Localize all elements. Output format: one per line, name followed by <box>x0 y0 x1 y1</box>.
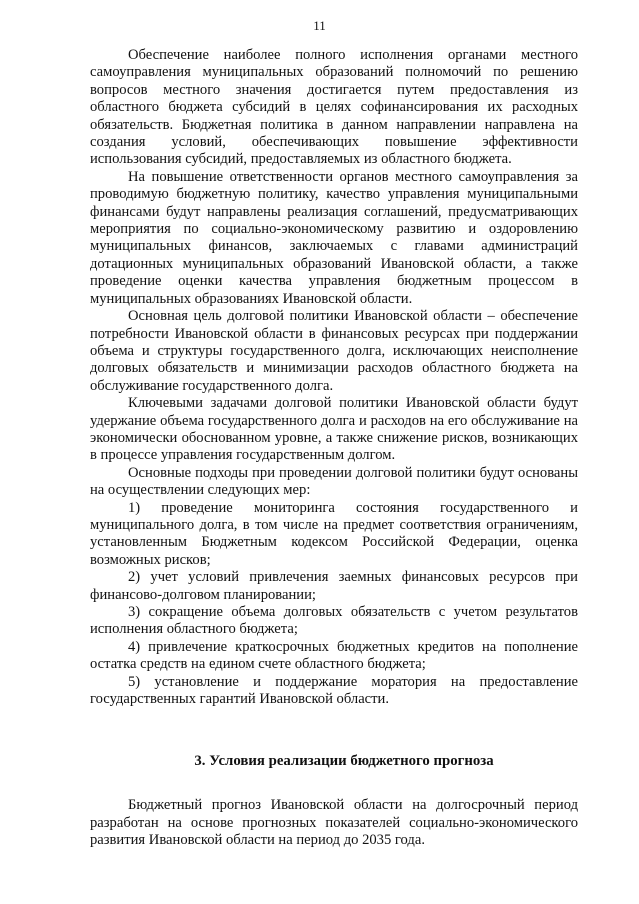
list-item: 1) проведение мониторинга состояния государственного и муниципального долга, в том числе на предмет соответствия ограничениям, установленным Бюджетным кодексом Российской Федерации, оценка возможных рисков; <box>90 499 578 568</box>
list-item: 5) установление и поддержание моратория на предоставление государственных гарантий Ивановской области. <box>90 673 578 708</box>
list-item: 4) привлечение краткосрочных бюджетных кредитов на пополнение остатка средств на едином счете областного бюджета; <box>90 638 578 673</box>
paragraph: Обеспечение наиболее полного исполнения органами местного самоуправления муниципальных образований полномочий по решению вопросов местного значения достигается путем предоставления из областного бюджета субсидий в целях софинансирования их расходных обязательств. Бюджетная политика в данном направлении направлена на создания условий, обеспечивающих повышение эффективности использования субсидий, предоставляемых из областного бюджета. <box>90 47 578 168</box>
paragraph: Ключевыми задачами долговой политики Ивановской области будут удержание объема государственного долга и расходов на его обслуживание на экономически обоснованном уровне, а также снижение рисков, возникающих в процессе управления государственным долгом. <box>90 395 578 464</box>
paragraph: Основная цель долговой политики Ивановской области – обеспечение потребности Ивановской области в финансовых ресурсах при поддержании объема и структуры государственного долга, исключающих неисполнение долговых обязательств и минимизации расходов областного бюджета на обслуживание государственного долга. <box>90 308 578 394</box>
list-item: 3) сокращение объема долговых обязательств с учетом результатов исполнения областного бюджета; <box>90 604 578 638</box>
paragraph: На повышение ответственности органов местного самоуправления за проводимую бюджетную политику, качество управления муниципальными финансами будут направлены реализация соглашений, предусматривающих мероприятия по социально-экономическому развитию и оздоровлению муниципальных финансов, заключаемых с главами администраций дотационных муниципальных образований Ивановской области, а также проведение оценки качества управления бюджетным процессом в муниципальных образованиях Ивановской области. <box>90 168 578 307</box>
page-number: 11 <box>313 18 326 33</box>
document-body <box>90 47 578 850</box>
paragraph: Бюджетный прогноз Ивановской области на долгосрочный период разработан на основе прогнозных показателей социально-экономического развития Ивановской области на период до 2035 года. <box>90 797 578 849</box>
paragraph: Основные подходы при проведении долговой политики будут основаны на осуществлении следующих мер: <box>90 464 578 499</box>
section-heading: 3. Условия реализации бюджетного прогноза <box>194 753 494 770</box>
list-item: 2) учет условий привлечения заемных финансовых ресурсов при финансово-долговом планировании; <box>90 569 578 603</box>
